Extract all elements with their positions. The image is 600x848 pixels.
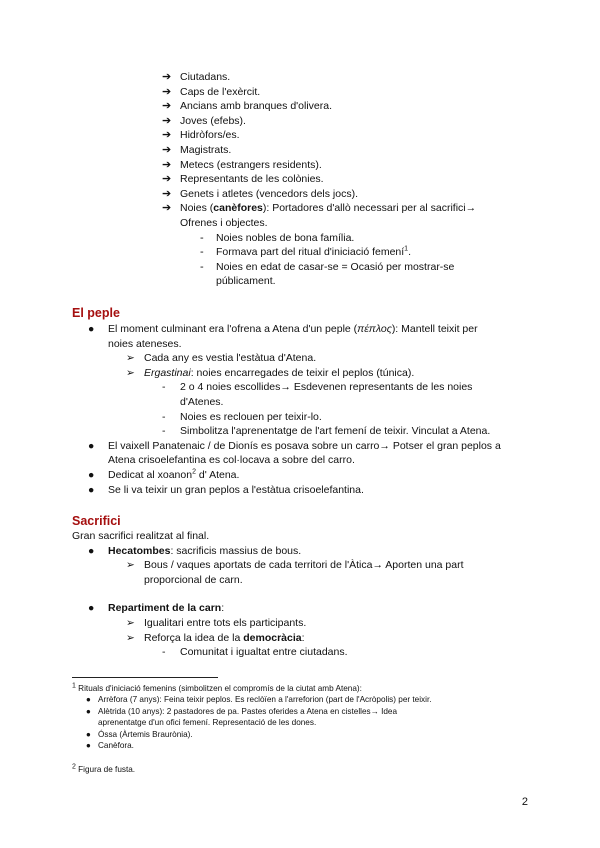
footnote-item: ● Alètrida (10 anys): 2 pastadores de pa. Pastes oferides a Atena en cistelles→ Idea	[86, 706, 398, 716]
arrow-icon: ➔	[162, 143, 172, 156]
list-item-continuation: Atena crisoelefantina es col·locava a sobre del carro.	[108, 454, 355, 467]
sacrifici-section	[0, 529, 600, 660]
footnotes	[72, 683, 530, 776]
sub-item: ➢ Igualitari entre tots els participants.	[126, 616, 307, 629]
sub-item: - Noies en edat de casar-se = Ocasió per mostrar-se	[200, 260, 455, 273]
bullet-icon: ●	[86, 729, 91, 739]
section-heading-peple: El peple	[72, 306, 120, 320]
section-heading-sacrifici: Sacrifici	[72, 514, 121, 528]
footnote-item: ● Óssa (Àrtemis Braurònia).	[86, 729, 193, 739]
procession-list	[0, 70, 600, 289]
arrow-icon: ➔	[162, 100, 172, 113]
sub-item-continuation: públicament.	[216, 275, 276, 288]
sub-item: - Formava part del ritual d'iniciació femení$^1$.	[200, 245, 411, 259]
arrow-icon: ➔	[162, 129, 172, 142]
footnote-item: ● Canèfora.	[86, 741, 134, 751]
dash-icon: -	[162, 381, 166, 394]
sub-sub-item: - Simbolitza l'aprenentatge de l'art femení de teixir. Vinculat a Atena.	[162, 425, 491, 438]
footnote-item: ● Arrèfora (7 anys): Feina teixir peplos. Es reclòïen a l'arreforion (part de l'Acròpolis) per teixir.	[86, 695, 432, 705]
sub-item: ➢ Reforça la idea de la democràcia:	[126, 631, 305, 644]
list-item: ➔ Caps de l'exèrcit.	[162, 85, 261, 98]
arrow-icon: ➔	[162, 85, 172, 98]
dash-icon: -	[162, 425, 166, 438]
list-item: ● El moment culminant era l'ofrena a Atena d'un peple (πέπλος): Mantell teixit per	[88, 323, 478, 335]
list-item: ➔ Magistrats.	[162, 143, 232, 156]
sub-sub-item: - Noies es reclouen per teixir-lo.	[162, 410, 322, 423]
footnote-ref[interactable]: 1	[404, 245, 409, 253]
dash-icon: -	[162, 410, 166, 423]
spacer	[0, 587, 600, 601]
list-item-canefores: ➔ Noies (canèfores): Portadores d'allò necessari per al sacrifici→	[162, 202, 477, 215]
list-item: ➔ Ciutadans.	[162, 71, 231, 83]
list-item: ● Dedicat al xoanon$^2$ d' Atena.	[88, 468, 240, 481]
bullet-icon: ●	[86, 741, 91, 751]
list-item: ➔ Joves (efebs).	[162, 114, 246, 127]
page-number: 2	[521, 796, 528, 808]
bullet-icon: ●	[88, 323, 95, 335]
footnote-item-continuation: aprenentatge d'un ofici femení. Representació de les dones.	[98, 718, 317, 728]
bullet-icon: ●	[88, 544, 95, 557]
list-item: ➔ Genets i atletes (vencedors dels jocs).	[162, 187, 358, 200]
list-item: ➔ Representants de les colònies.	[162, 173, 324, 186]
sub-item: ➢ Bous / vaques aportats de cada territori de l'Àtica→ Aporten una part	[126, 559, 464, 572]
list-item-continuation: noies ateneses.	[108, 337, 182, 350]
arrow-icon: ➔	[162, 202, 172, 215]
chevron-icon: ➢	[126, 631, 135, 644]
sub-sub-item: - Comunitat i igualtat entre ciutadans.	[162, 646, 348, 659]
list-item: ● El vaixell Panatenaic / de Dionís es posava sobre un carro→ Potser el gran peplos a	[88, 439, 501, 452]
sub-sub-item: - 2 o 4 noies escollides→ Esdevenen representants de les noies	[162, 381, 473, 394]
list-item: ➔ Metecs (estrangers residents).	[162, 158, 322, 171]
arrow-icon: ➔	[162, 173, 172, 186]
list-item: ● Hecatombes: sacrificis massius de bous.	[88, 544, 302, 557]
dash-icon: -	[200, 231, 204, 244]
chevron-icon: ➢	[126, 352, 135, 365]
footnote-divider	[72, 677, 218, 678]
dash-icon: -	[200, 246, 204, 259]
sub-item: - Noies nobles de bona família.	[200, 231, 355, 244]
chevron-icon: ➢	[126, 366, 135, 379]
list-item: ● Se li va teixir un gran peplos a l'estàtua crisoelefantina.	[88, 483, 364, 496]
sub-item-continuation: proporcional de carn.	[144, 573, 243, 586]
sub-item: ➢ Ergastinai: noies encarregades de teixir el peplos (túnica).	[126, 366, 415, 379]
list-item: ➔ Ancians amb branques d'olivera.	[162, 100, 333, 113]
chevron-icon: ➢	[126, 559, 135, 572]
arrow-icon: ➔	[162, 71, 172, 83]
bullet-icon: ●	[86, 706, 91, 716]
arrow-icon: ➔	[162, 187, 172, 200]
paragraph: Gran sacrifici realitzat al final.	[72, 530, 210, 542]
list-item: ● Repartiment de la carn:	[88, 602, 225, 615]
bullet-icon: ●	[88, 439, 95, 452]
arrow-icon: ➔	[162, 158, 172, 171]
bullet-icon: ●	[88, 468, 95, 481]
chevron-icon: ➢	[126, 616, 135, 629]
arrow-icon: ➔	[162, 114, 172, 127]
list-item: ➔ Hidròfors/es.	[162, 129, 240, 142]
sub-item: ➢ Cada any es vestia l'estàtua d'Atena.	[126, 352, 317, 365]
bullet-icon: ●	[88, 602, 95, 615]
footnote-ref[interactable]: 2	[192, 468, 196, 476]
peple-section	[0, 322, 600, 497]
dash-icon: -	[162, 646, 166, 659]
sub-sub-item-continuation: d'Atenes.	[180, 395, 224, 408]
footnote-2: $^2$ Figura de fusta.	[72, 763, 136, 775]
bullet-icon: ●	[88, 483, 95, 496]
bullet-icon: ●	[86, 695, 91, 705]
dash-icon: -	[200, 260, 204, 273]
list-item-continuation: Ofrenes i objectes.	[180, 216, 268, 229]
footnote-1: $^1$ Rituals d'iniciació femenins (simbolitzen el compromís de la ciutat amb Atena):	[72, 682, 362, 693]
